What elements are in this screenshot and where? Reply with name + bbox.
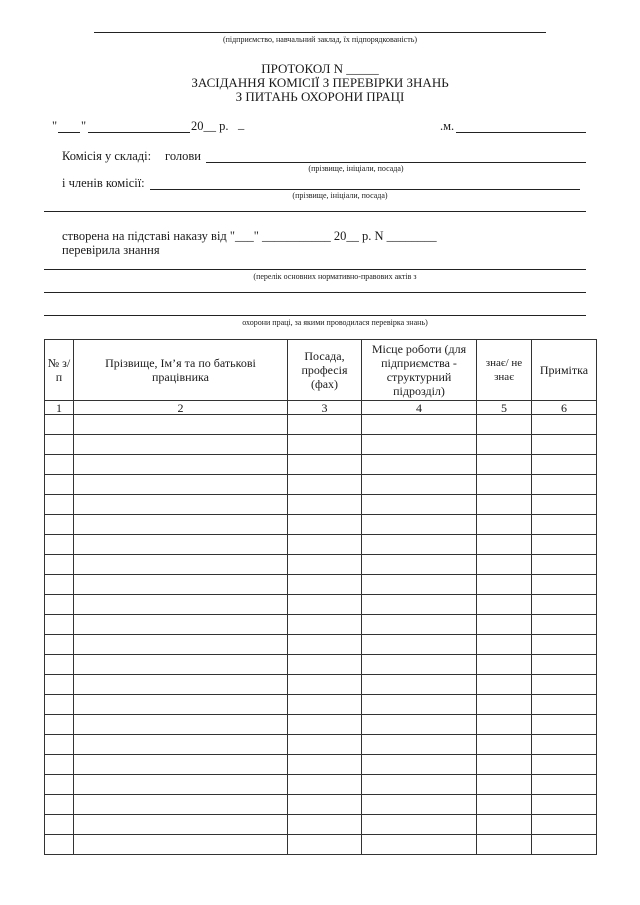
table-cell[interactable] bbox=[532, 555, 597, 575]
table-cell[interactable] bbox=[477, 455, 532, 475]
table-cell[interactable] bbox=[288, 555, 362, 575]
table-cell[interactable] bbox=[288, 515, 362, 535]
table-cell[interactable] bbox=[532, 735, 597, 755]
table-cell[interactable] bbox=[532, 515, 597, 535]
acts-caption: (перелік основних нормативно-правових актів з bbox=[253, 272, 417, 281]
table-cell[interactable] bbox=[477, 595, 532, 615]
org-line[interactable] bbox=[94, 32, 546, 33]
table-cell[interactable] bbox=[45, 695, 74, 715]
table-cell[interactable] bbox=[288, 435, 362, 455]
table-cell[interactable] bbox=[45, 455, 74, 475]
table-cell[interactable] bbox=[74, 775, 288, 795]
checked-knowledge: перевірила знання bbox=[62, 243, 160, 257]
table-row bbox=[45, 695, 597, 715]
table-header-row bbox=[45, 340, 597, 401]
table-cell[interactable] bbox=[532, 635, 597, 655]
table-cell[interactable] bbox=[288, 675, 362, 695]
day-field[interactable] bbox=[58, 132, 80, 133]
col-number-5: 5 bbox=[477, 401, 532, 415]
table-cell[interactable] bbox=[288, 815, 362, 835]
table-cell[interactable] bbox=[532, 775, 597, 795]
table-cell[interactable] bbox=[362, 795, 477, 815]
table-cell[interactable] bbox=[45, 515, 74, 535]
table-cell[interactable] bbox=[362, 555, 477, 575]
date-year: 20__ р. bbox=[191, 119, 229, 133]
table-cell[interactable] bbox=[45, 575, 74, 595]
table-cell[interactable] bbox=[477, 635, 532, 655]
order-basis: створена на підставі наказу від "___" ___________ 20__ р. N ________ bbox=[62, 229, 437, 243]
table-cell[interactable] bbox=[288, 615, 362, 635]
table-row bbox=[45, 595, 597, 615]
table-cell[interactable] bbox=[532, 575, 597, 595]
table-row bbox=[45, 515, 597, 535]
table-cell[interactable] bbox=[288, 695, 362, 715]
table-cell[interactable] bbox=[477, 675, 532, 695]
table-cell[interactable] bbox=[288, 715, 362, 735]
table-number-row bbox=[45, 401, 597, 415]
table-cell[interactable] bbox=[45, 495, 74, 515]
table-cell[interactable] bbox=[362, 435, 477, 455]
table-cell[interactable] bbox=[532, 475, 597, 495]
place-field[interactable] bbox=[456, 132, 586, 133]
table-cell[interactable] bbox=[288, 575, 362, 595]
table-cell[interactable] bbox=[532, 795, 597, 815]
table-cell[interactable] bbox=[532, 755, 597, 775]
table-cell[interactable] bbox=[532, 675, 597, 695]
table-cell[interactable] bbox=[288, 755, 362, 775]
composition-label: Комісія у складі: bbox=[62, 149, 152, 163]
table-row bbox=[45, 675, 597, 695]
table-row bbox=[45, 755, 597, 775]
table-cell[interactable] bbox=[477, 515, 532, 535]
table-cell[interactable] bbox=[477, 795, 532, 815]
table-cell[interactable] bbox=[362, 575, 477, 595]
table-cell[interactable] bbox=[74, 695, 288, 715]
table-cell[interactable] bbox=[477, 735, 532, 755]
members-field-extra[interactable] bbox=[44, 211, 586, 212]
table-cell[interactable] bbox=[477, 415, 532, 435]
table-cell[interactable] bbox=[362, 455, 477, 475]
table-cell[interactable] bbox=[477, 815, 532, 835]
table-cell[interactable] bbox=[74, 435, 288, 455]
table-cell[interactable] bbox=[288, 655, 362, 675]
table-cell[interactable] bbox=[362, 535, 477, 555]
table-cell[interactable] bbox=[362, 815, 477, 835]
month-field[interactable] bbox=[88, 132, 190, 133]
date-quote-open: " bbox=[52, 119, 58, 133]
table-cell[interactable] bbox=[288, 795, 362, 815]
table-row bbox=[45, 835, 597, 855]
table-cell[interactable] bbox=[74, 655, 288, 675]
col-header-full-name: Прізвище, Ім’я та по батькові працівника bbox=[74, 340, 288, 401]
table-cell[interactable] bbox=[45, 415, 74, 435]
table-cell[interactable] bbox=[288, 415, 362, 435]
table-row bbox=[45, 615, 597, 635]
table-cell[interactable] bbox=[74, 815, 288, 835]
table-cell[interactable] bbox=[45, 475, 74, 495]
table-cell[interactable] bbox=[362, 775, 477, 795]
table-cell[interactable] bbox=[362, 675, 477, 695]
table-cell[interactable] bbox=[362, 475, 477, 495]
table-cell[interactable] bbox=[45, 635, 74, 655]
members-label: і членів комісії: bbox=[62, 176, 145, 190]
table-row bbox=[45, 475, 597, 495]
table-row bbox=[45, 795, 597, 815]
table-cell[interactable] bbox=[477, 495, 532, 515]
table-cell[interactable] bbox=[74, 415, 288, 435]
table-cell[interactable] bbox=[74, 835, 288, 855]
table-cell[interactable] bbox=[74, 635, 288, 655]
col-number-2: 2 bbox=[74, 401, 288, 415]
table-cell[interactable] bbox=[477, 655, 532, 675]
table-cell[interactable] bbox=[74, 755, 288, 775]
place-label: .м. bbox=[440, 119, 455, 133]
table-cell[interactable] bbox=[45, 815, 74, 835]
table-cell[interactable] bbox=[288, 735, 362, 755]
table-cell[interactable] bbox=[45, 675, 74, 695]
table-cell[interactable] bbox=[477, 695, 532, 715]
table-cell[interactable] bbox=[288, 495, 362, 515]
table-row bbox=[45, 815, 597, 835]
table-row bbox=[45, 415, 597, 435]
table-cell[interactable] bbox=[532, 435, 597, 455]
col-number-1: 1 bbox=[45, 401, 74, 415]
table-cell[interactable] bbox=[362, 615, 477, 635]
col-number-3: 3 bbox=[288, 401, 362, 415]
col-header-note: Примітка bbox=[532, 340, 597, 401]
protocol-subtitle-1: ЗАСІДАННЯ КОМІСІЇ З ПЕРЕВІРКИ ЗНАНЬ bbox=[191, 75, 449, 90]
table-cell[interactable] bbox=[45, 595, 74, 615]
table-cell[interactable] bbox=[45, 615, 74, 635]
table-cell[interactable] bbox=[45, 735, 74, 755]
table-row bbox=[45, 435, 597, 455]
table-cell[interactable] bbox=[477, 435, 532, 455]
chair-caption: (прізвище, ініціали, посада) bbox=[308, 164, 404, 173]
table-cell[interactable] bbox=[477, 535, 532, 555]
table-row bbox=[45, 715, 597, 735]
table-cell[interactable] bbox=[288, 775, 362, 795]
table-cell[interactable] bbox=[45, 715, 74, 735]
table-cell[interactable] bbox=[45, 835, 74, 855]
table-cell[interactable] bbox=[45, 775, 74, 795]
table-cell[interactable] bbox=[74, 475, 288, 495]
table-cell[interactable] bbox=[288, 475, 362, 495]
table-cell[interactable] bbox=[532, 535, 597, 555]
table-cell[interactable] bbox=[532, 415, 597, 435]
table-cell[interactable] bbox=[477, 775, 532, 795]
table-cell[interactable] bbox=[532, 495, 597, 515]
table-row bbox=[45, 535, 597, 555]
table-body bbox=[45, 415, 597, 855]
table-cell[interactable] bbox=[477, 615, 532, 635]
col-header-knows: знає/ не знає bbox=[477, 340, 532, 401]
table-cell[interactable] bbox=[532, 815, 597, 835]
col-header-position: Посада, професія (фах) bbox=[288, 340, 362, 401]
table-cell[interactable] bbox=[74, 575, 288, 595]
col-number-6: 6 bbox=[532, 401, 597, 415]
table-row bbox=[45, 775, 597, 795]
table-cell[interactable] bbox=[74, 595, 288, 615]
table-cell[interactable] bbox=[477, 755, 532, 775]
table-cell[interactable] bbox=[532, 615, 597, 635]
table-cell[interactable] bbox=[74, 675, 288, 695]
table-cell[interactable] bbox=[477, 575, 532, 595]
org-caption: (підприємство, навчальний заклад, їх підпорядкованість) bbox=[222, 35, 418, 44]
table-cell[interactable] bbox=[74, 555, 288, 575]
table-cell[interactable] bbox=[362, 515, 477, 535]
table-cell[interactable] bbox=[74, 715, 288, 735]
table-cell[interactable] bbox=[477, 835, 532, 855]
col-number-4: 4 bbox=[362, 401, 477, 415]
table-row bbox=[45, 635, 597, 655]
acts-caption-end: охорони праці, за якими проводилася перевірка знань) bbox=[242, 318, 428, 327]
table-cell[interactable] bbox=[74, 455, 288, 475]
table-cell[interactable] bbox=[532, 715, 597, 735]
table-row bbox=[45, 655, 597, 675]
table-row bbox=[45, 455, 597, 475]
table-cell[interactable] bbox=[362, 635, 477, 655]
table-cell[interactable] bbox=[45, 555, 74, 575]
table-row bbox=[45, 735, 597, 755]
table-cell[interactable] bbox=[288, 635, 362, 655]
table-cell[interactable] bbox=[477, 555, 532, 575]
table-cell[interactable] bbox=[74, 735, 288, 755]
table-cell[interactable] bbox=[45, 655, 74, 675]
acts-field-1[interactable] bbox=[44, 269, 586, 270]
table-cell[interactable] bbox=[74, 615, 288, 635]
table-cell[interactable] bbox=[532, 655, 597, 675]
table-cell[interactable] bbox=[362, 755, 477, 775]
table-cell[interactable] bbox=[532, 695, 597, 715]
table-cell[interactable] bbox=[477, 715, 532, 735]
col-header-workplace: Місце роботи (для підприємства - структурний підрозділ) bbox=[362, 340, 477, 401]
members-caption: (прізвище, ініціали, посада) bbox=[292, 191, 388, 200]
date-quote-close: " bbox=[81, 119, 87, 133]
table-cell[interactable] bbox=[362, 415, 477, 435]
protocol-title: ПРОТОКОЛ N _____ bbox=[261, 61, 379, 76]
table-cell[interactable] bbox=[362, 695, 477, 715]
table-cell[interactable] bbox=[74, 535, 288, 555]
table-cell[interactable] bbox=[288, 835, 362, 855]
table-cell[interactable] bbox=[45, 435, 74, 455]
chair-label: голови bbox=[165, 149, 201, 163]
table-cell[interactable] bbox=[74, 795, 288, 815]
table-row bbox=[45, 575, 597, 595]
table-cell[interactable] bbox=[362, 735, 477, 755]
table-cell[interactable] bbox=[74, 515, 288, 535]
table-cell[interactable] bbox=[532, 455, 597, 475]
table-cell[interactable] bbox=[288, 455, 362, 475]
chair-field[interactable] bbox=[206, 162, 586, 163]
table-cell[interactable] bbox=[477, 475, 532, 495]
table-cell[interactable] bbox=[362, 595, 477, 615]
table-cell[interactable] bbox=[288, 535, 362, 555]
members-field[interactable] bbox=[150, 189, 580, 190]
table-cell[interactable] bbox=[362, 655, 477, 675]
protocol-subtitle-2: З ПИТАНЬ ОХОРОНИ ПРАЦІ bbox=[235, 89, 405, 104]
table-cell[interactable] bbox=[532, 835, 597, 855]
acts-field-3[interactable] bbox=[44, 315, 586, 316]
table-cell[interactable] bbox=[74, 495, 288, 515]
acts-field-2[interactable] bbox=[44, 292, 586, 293]
table-cell[interactable] bbox=[362, 495, 477, 515]
table-cell[interactable] bbox=[45, 535, 74, 555]
table-cell[interactable] bbox=[288, 595, 362, 615]
table-row bbox=[45, 555, 597, 575]
col-header-number: № з/п bbox=[45, 340, 74, 401]
table-cell[interactable] bbox=[362, 715, 477, 735]
table-cell[interactable] bbox=[362, 835, 477, 855]
results-table bbox=[44, 339, 597, 855]
table-row bbox=[45, 495, 597, 515]
date-dash: _ bbox=[238, 117, 245, 131]
table-cell[interactable] bbox=[45, 795, 74, 815]
table-cell[interactable] bbox=[45, 755, 74, 775]
table-cell[interactable] bbox=[532, 595, 597, 615]
